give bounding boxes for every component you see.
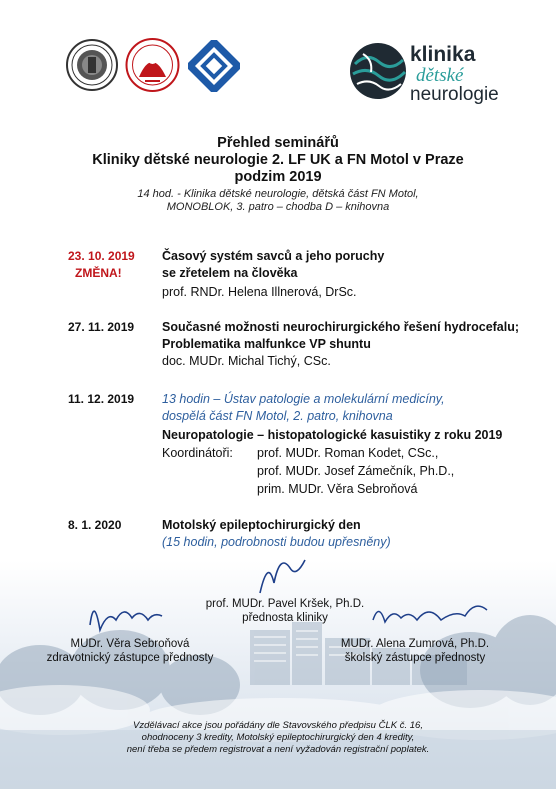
signature-center-name: prof. MUDr. Pavel Kršek, Ph.D. — [205, 598, 365, 610]
seminar-4-date: 8. 1. 2020 — [68, 518, 122, 532]
seminar-4-note: (15 hodin, podrobnosti budou upřesněny) — [162, 535, 391, 549]
brain-circle-icon — [349, 42, 407, 100]
seminar-2-topic-1: Současné možnosti neurochirurgického řešení hydrocefalu; — [162, 320, 520, 334]
klinika-wordmark — [410, 44, 520, 105]
seminar-3-note-1: 13 hodin – Ústav patologie a molekulární medicíny, — [162, 392, 445, 406]
seminar-1-date: 23. 10. 2019 — [68, 249, 135, 263]
seminar-1-change-badge: ZMĚNA! — [75, 266, 122, 280]
klinika-detske-neurologie-logo — [349, 42, 407, 105]
seminar-4-topic-1: Motolský epileptochirurgický den — [162, 518, 361, 532]
seminar-3-coordinator-1: prof. MUDr. Roman Kodet, CSc., — [257, 446, 439, 460]
footer-line-2: ohodnoceny 3 kredity, Motolský epileptochirurgický den 4 kredity, — [141, 732, 415, 743]
seminar-2-date: 27. 11. 2019 — [68, 320, 135, 334]
header-location-1: 14 hod. - Klinika dětské neurologie, dětská část FN Motol, — [137, 188, 419, 200]
seminar-3-date: 11. 12. 2019 — [68, 392, 135, 406]
seminar-1-topic-1: Časový systém savců a jeho poruchy — [162, 249, 385, 263]
signature-left-name: MUDr. Věra Sebroňová — [70, 638, 190, 650]
seminar-2-topic-2: Problematika malfunkce VP shuntu — [162, 337, 371, 351]
seminar-header — [0, 135, 556, 214]
header-term: podzim 2019 — [234, 169, 322, 185]
seminar-1-topic-2: se zřetelem na člověka — [162, 266, 298, 280]
header-clinic: Kliniky dětské neurologie 2. LF UK a FN Motol v Praze — [92, 152, 464, 168]
neurologie-word: neurologie — [410, 84, 499, 105]
signature-right-role: školský zástupce přednosty — [344, 652, 486, 664]
signature-right-name: MUDr. Alena Zumrová, Ph.D. — [340, 638, 490, 650]
faculty-pelican-logo — [125, 37, 180, 98]
header-location-2: MONOBLOK, 3. patro – chodba D – knihovna — [166, 201, 390, 213]
signature-center-role: přednosta kliniky — [242, 612, 328, 624]
signature-sebronova — [80, 590, 170, 640]
seminar-3-coordinators-label: Koordinátoři: — [162, 446, 233, 460]
signature-zumrova — [365, 590, 495, 640]
seminar-3-topic-1: Neuropatologie – histopatologické kasuistiky z roku 2019 — [162, 428, 503, 442]
seminar-3-coordinator-3: prim. MUDr. Věra Sebroňová — [257, 482, 418, 496]
header-title: Přehled seminářů — [217, 135, 339, 151]
footer-line-1: Vzdělávací akce jsou pořádány dle Stavovského předpisu ČLK č. 16, — [133, 720, 423, 731]
footer-note — [0, 720, 556, 756]
seminar-3-note-2: dospělá část FN Motol, 2. patro, knihovna — [162, 409, 393, 423]
klinika-word: klinika — [410, 43, 476, 66]
seminar-2-speaker: doc. MUDr. Michal Tichý, CSc. — [162, 354, 331, 368]
footer-line-3: není třeba se předem registrovat a není vyžadován registrační poplatek. — [126, 744, 430, 755]
detske-word: dětské — [416, 65, 464, 86]
seminar-1-speaker: prof. RNDr. Helena Illnerová, DrSc. — [162, 285, 357, 299]
fn-motol-logo — [188, 40, 240, 97]
signature-krsek — [250, 548, 310, 598]
charles-university-seal-logo — [66, 39, 118, 96]
signature-left-role: zdravotnický zástupce přednosty — [46, 652, 214, 664]
seminar-3-coordinator-2: prof. MUDr. Josef Zámečník, Ph.D., — [257, 464, 455, 478]
